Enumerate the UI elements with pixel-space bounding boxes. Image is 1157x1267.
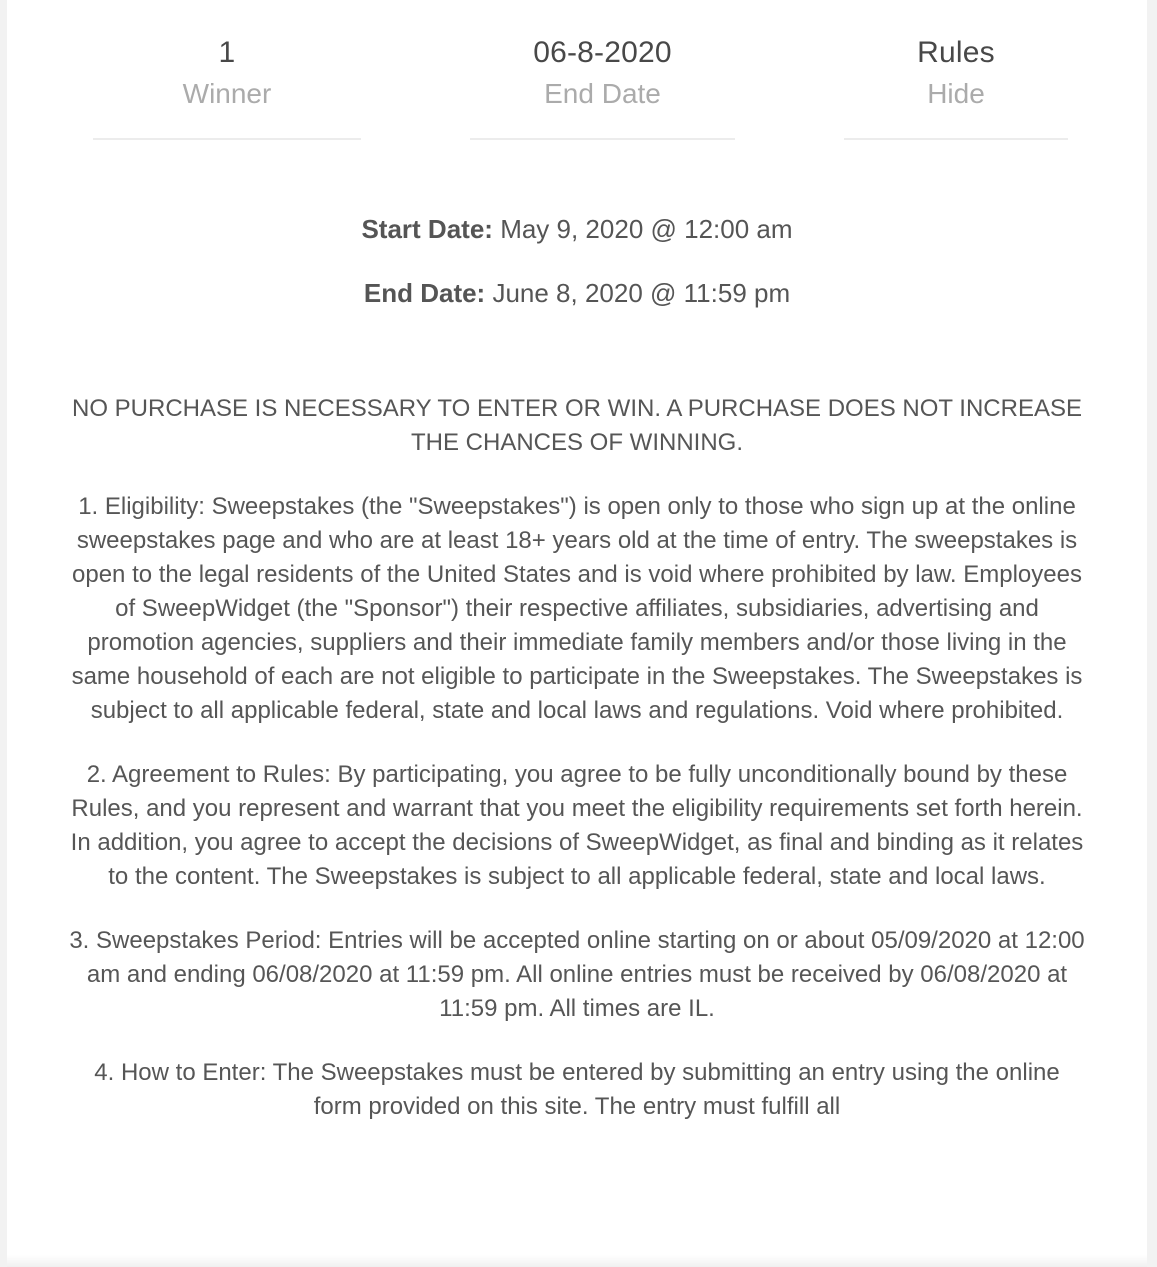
rules-paragraph-agreement: 2. Agreement to Rules: By participating, you agree to be fully unconditionally bound by these Rules, and you represent and warrant that you meet the eligibility requirements set forth herein. In addition, you agree to accept the decisions of SweepWidget, as final and binding as it relates to the content. The Sweepstakes is subject to all applicable federal, state and local laws. — [70, 761, 1084, 890]
winner-count-label: Winner — [182, 78, 272, 109]
bottom-fade-decoration — [7, 1255, 1147, 1267]
winner-count-value: 1 — [218, 36, 236, 69]
stats-row — [93, 0, 1068, 140]
rules-paragraph-how-to-enter: 4. How to Enter: The Sweepstakes must be entered by submitting an entry using the online form provided on this site. The entry must fulfill all — [94, 1059, 1060, 1120]
sweepstakes-card — [7, 0, 1147, 1267]
end-date-value: 06-8-2020 — [533, 36, 672, 69]
start-date-line — [7, 214, 1147, 244]
rules-hide-link[interactable]: Hide — [927, 78, 985, 109]
end-date-line — [7, 278, 1147, 308]
end-date-label: End Date — [544, 78, 661, 109]
start-date-label: Start Date: — [361, 214, 493, 244]
start-date-value: May 9, 2020 @ 12:00 am — [500, 214, 793, 244]
dates-block — [7, 214, 1147, 308]
rules-paragraph-eligibility: 1. Eligibility: Sweepstakes (the "Sweepstakes") is open only to those who sign up at the online sweepstakes page and who are at least 18+ years old at the time of entry. The sweepstakes is open to the legal residents of the United States and is void where prohibited by law. Employees of SweepWidget (the "Sponsor") their respective affiliates, subsidiaries, advertising and promotion agencies, suppliers and their immediate family members and/or those living in the same household of each are not eligible to participate in the Sweepstakes. The Sweepstakes is subject to all applicable federal, state and local laws and regulations. Void where prohibited. — [71, 493, 1083, 724]
stat-rules-toggle[interactable] — [844, 34, 1068, 140]
end-date-label: End Date: — [363, 278, 486, 308]
rules-paragraph-period: 3. Sweepstakes Period: Entries will be accepted online starting on or about 05/09/2020 at 12:00 am and ending 06/08/2020 at 11:59 pm. All online entries must be received by 06/08/2020 at 11:59 pm. All times are IL. — [69, 927, 1085, 1022]
stat-end-date — [470, 34, 735, 140]
no-purchase-heading: NO PURCHASE IS NECESSARY TO ENTER OR WIN. A PURCHASE DOES NOT INCREASE THE CHANCES OF WINNING. — [71, 395, 1082, 456]
stat-winner-count — [93, 34, 361, 140]
end-date-value: June 8, 2020 @ 11:59 pm — [492, 278, 791, 308]
rules-title: Rules — [917, 36, 995, 69]
rules-text-block — [69, 392, 1085, 1124]
